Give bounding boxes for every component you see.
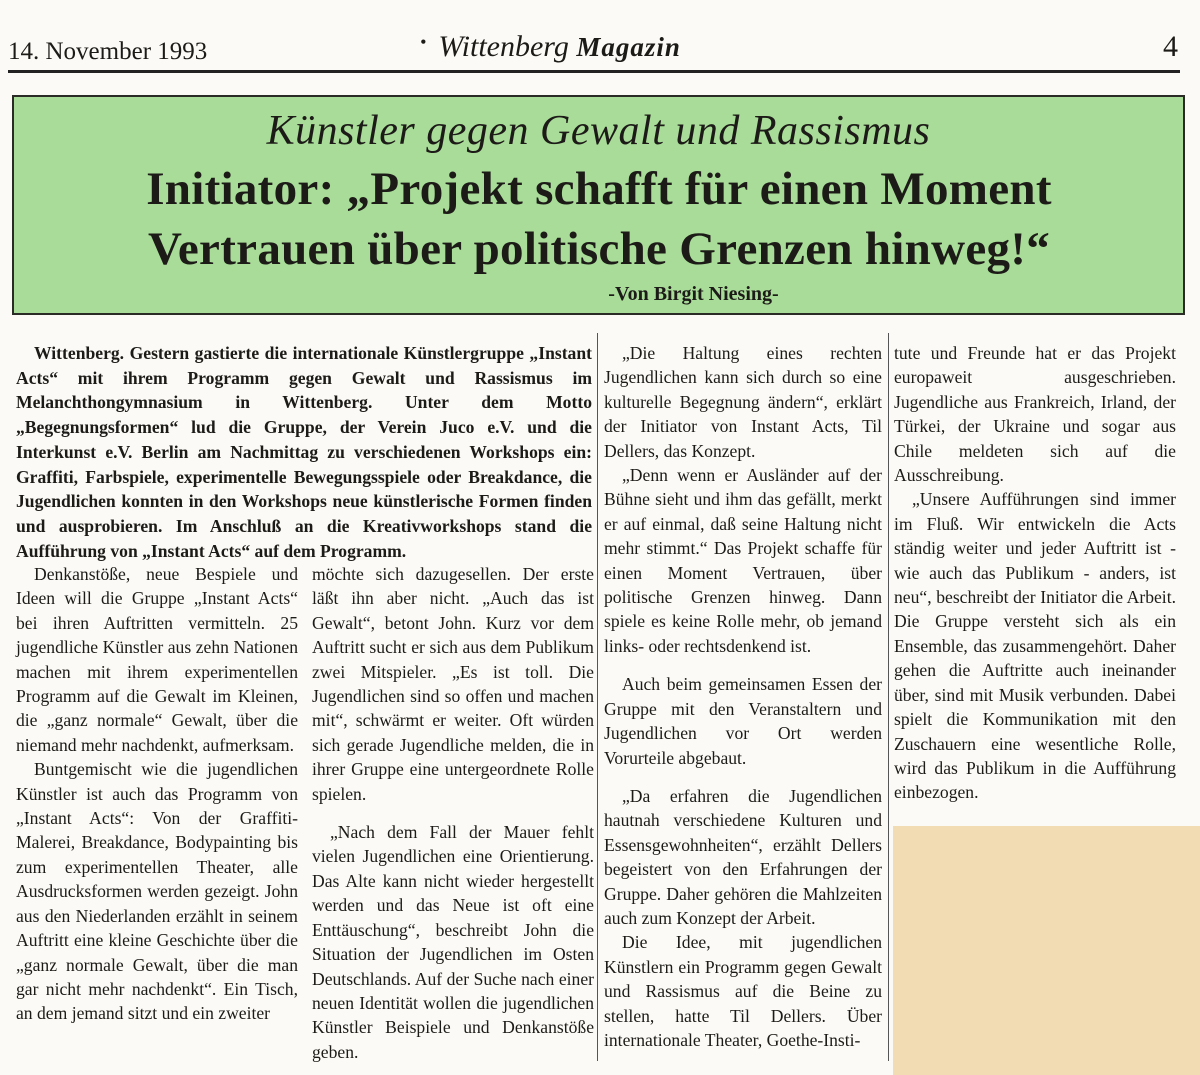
- column-2: [312, 562, 594, 1064]
- kicker: Künstler gegen Gewalt und Rassismus: [266, 108, 931, 154]
- issue-date: 14. November 1993: [8, 38, 208, 65]
- page-number: 4: [1163, 30, 1178, 63]
- headline-box: [12, 95, 1185, 315]
- paragraph: „Nach dem Fall der Mauer fehlt vielen Jugendlichen eine Orientierung. Das Alte kann nicht wieder hergestellt werden und das Neue ist oft eine Enttäuschung“, beschreibt John die Situation der Jugendlichen im Osten Deutschlands. Auf der Suche nach einer neuen Identität wollen die jugendlichen Künstler Beispiele und Denkanstöße geben.: [312, 822, 594, 1062]
- column-3: [604, 341, 882, 1052]
- paragraph: „Unsere Aufführungen sind immer im Fluß. Wir entwickeln die Acts ständig weiter und jeder Auftritt ist - wie auch das Publikum - anders, ist neu“, beschreibt der Initiator die Arbeit. Die Gruppe versteht sich als ein Ensemble, das zusammengehört. Daher gehen die Auftritte auch ineinander über, sind mit Musik verbunden. Dabei spielt die Kommunikation mit den Zuschauern eine wesentliche Rolle, wird das Publikum in die Aufführung einbezogen.: [894, 489, 1176, 803]
- blank-corner-area: [893, 826, 1200, 1075]
- headline-line-2: Vertrauen über politische Grenzen hinweg!“: [147, 223, 1051, 275]
- paragraph: „Da erfahren die Jugendlichen hautnah verschiedene Kulturen und Essensgewohnheiten“, erzählt Dellers begeistert von den Erfahrungen der Gruppe. Daher gehören die Mahlzeiten auch zum Konzept der Arbeit.: [604, 785, 882, 928]
- paper-title: [420, 30, 681, 64]
- paragraph: Denkanstöße, neue Bespiele und Ideen will die Gruppe „Instant Acts“ bei ihren Auftritten vermitteln. 25 jugendliche Künstler aus zehn Nationen machen mit ihrem experimentellen Programm auf die Gewalt im Kleinen, die „ganz normale“ Gewalt, über die niemand mehr nachdenkt, aufmerksam.: [16, 564, 298, 755]
- paragraph: Auch beim gemeinsamen Essen der Gruppe mit den Veranstaltern und Jugendlichen vor Ort werden Vorurteile abgebaut.: [604, 674, 882, 768]
- headline: [24, 159, 1174, 279]
- column-divider: [597, 333, 598, 1061]
- paragraph: Die Idee, mit jugendlichen Künstlern ein Programm gegen Gewalt und Rassismus auf die Beine zu stellen, hatte Til Dellers. Über internationale Theater, Goethe-Insti-: [604, 932, 882, 1050]
- column-4: [894, 341, 1176, 805]
- masthead-rule: [8, 70, 1180, 73]
- paragraph: „Denn wenn er Ausländer auf der Bühne sieht und ihm das gefällt, merkt er auf einmal, daß seine Haltung nicht mehr stimmt.“ Das Projekt schaffe für einen Moment Vertrauen, über politische Grenzen hinweg. Dann spiele es keine Rolle mehr, ob jemand links- oder rechtsdenkend ist.: [604, 465, 882, 656]
- paragraph: tute und Freunde hat er das Projekt europaweit ausgeschrieben. Jugendliche aus Frankreich, Irland, der Türkei, der Ukraine und sogar aus Chile meldeten sich auf die Ausschreibung.: [894, 343, 1176, 486]
- paper-name: Wittenberg: [438, 30, 569, 63]
- column-divider: [888, 333, 889, 1061]
- lead-paragraph: Wittenberg. Gestern gastierte die internationale Künstlergruppe „Instant Acts“ mit ihrem Programm gegen Gewalt und Rassismus im Melanchthongymnasium in Wittenberg. Unter dem Motto „Begegnungsformen“ lud die Gruppe, der Verein Juco e.V. und die Interkunst e.V. Berlin am Nachmittag zu verschiedenen Workshops ein: Graffiti, Farbspiele, experimentelle Bewegungsspiele oder Breakdance, die Jugendlichen konnten in den Workshops neue künstlerische Formen finden und ausprobieren. Im Anschluß an die Kreativworkshops stand die Aufführung von „Instant Acts“ auf dem Programm.: [16, 343, 592, 561]
- paragraph: Buntgemischt wie die jugendlichen Künstler ist auch das Programm von „Instant Acts“: Von der Graffiti-Malerei, Breakdance, Bodypainting bis zum experimentellen Theater, alle Ausdrucksformen werden gezeigt. John aus den Niederlanden erzählt in seinem Auftritt eine kleine Geschichte über die „ganz normale Gewalt, über die man gar nicht mehr nachdenkt“. Ein Tisch, an dem jemand sitzt und ein zweiter: [16, 759, 298, 1024]
- column-1: [16, 562, 298, 1026]
- paragraph: „Die Haltung eines rechten Jugendlichen kann sich durch so eine kulturelle Begegnung ändern“, erklärt der Initiator von Instant Acts, Til Dellers, das Konzept.: [604, 343, 882, 461]
- bullet-icon: •: [420, 32, 427, 52]
- paragraph: möchte sich dazugesellen. Der erste läßt ihn aber nicht. „Auch das ist Gewalt“, betont John. Kurz vor dem Auftritt sucht er sich aus dem Publikum zwei Mitspieler. „Es ist toll. Die Jugendlichen sind so offen und machen mit“, schwärmt er weiter. Oft würden sich gerade Jugendliche melden, die in ihrer Gruppe eine untergeordnete Rolle spielen.: [312, 564, 594, 804]
- paper-suffix: Magazin: [576, 32, 681, 62]
- masthead: [8, 30, 1178, 74]
- headline-line-1: Initiator: „Projekt schafft für einen Moment: [146, 163, 1052, 215]
- byline: -Von Birgit Niesing-: [608, 283, 779, 305]
